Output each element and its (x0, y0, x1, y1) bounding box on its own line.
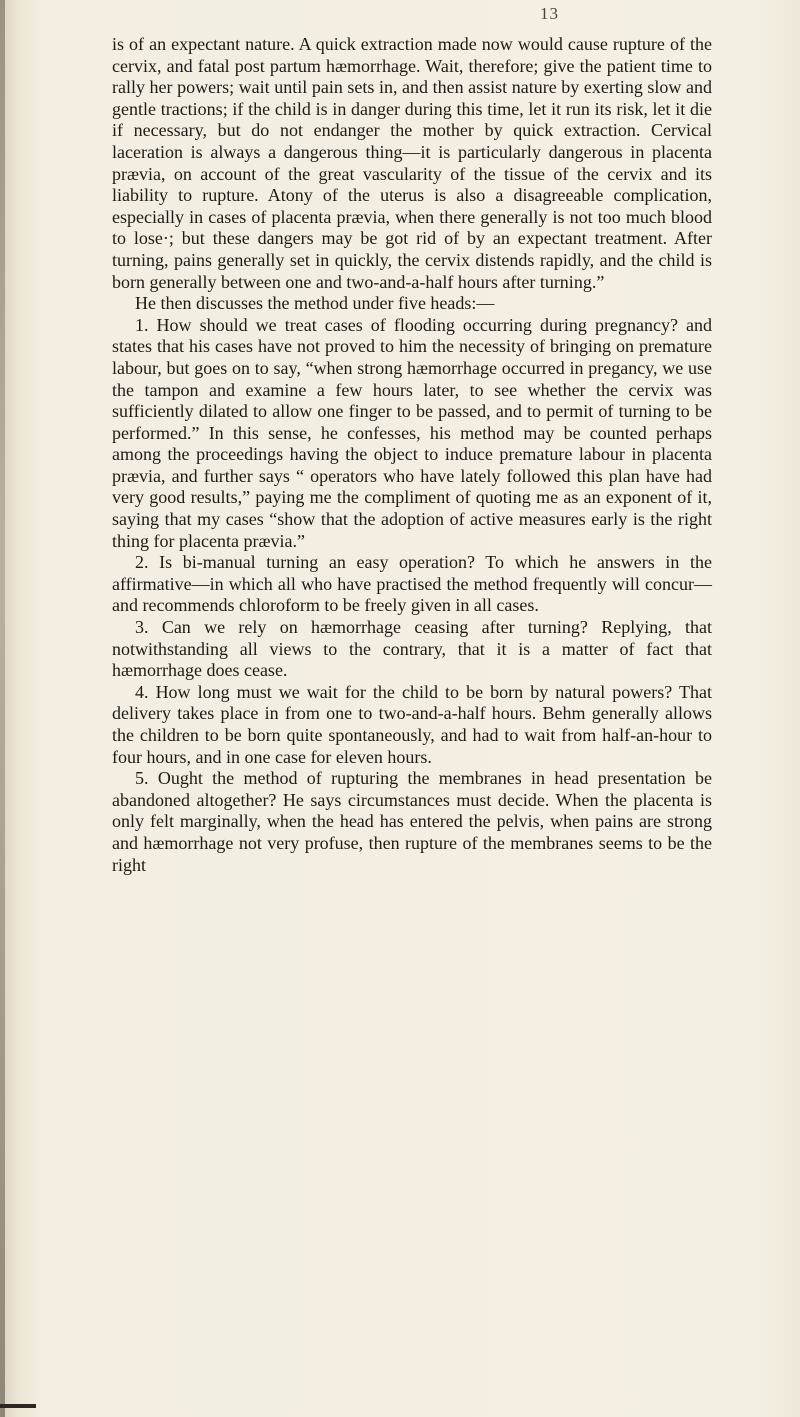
paragraph-head-4: 4. How long must we wait for the child to be born by natural powers? That delivery takes place in from one to two-and-a-half hours. Behm generally allows the children to be born quite spontaneously, and had to wait from half-an-hour to four hours, and in one case for eleven hours. (112, 681, 712, 767)
paragraph-head-1: 1. How should we treat cases of flooding occurring during pregnancy? and states that his cases have not proved to him the necessity of bringing on premature labour, but goes on to say, “when strong hæmorrhage occurred in pregancy, we use the tampon and examine a few hours later, to see whether the cervix was sufficiently dilated to allow one finger to be passed, and to permit of turning to be performed.” In this sense, he confesses, his method may be counted perhaps among the proceedings having the object to induce premature labour in placenta prævia, and further says “ operators who have lately followed this plan have had very good results,” paying me the compliment of quoting me as an exponent of it, saying that my cases “show that the adoption of active measures early is the right thing for placenta prævia.” (112, 314, 712, 551)
page-bottom-edge-mark (0, 1404, 36, 1408)
page-gutter-edge (0, 0, 5, 1417)
paragraph-head-5: 5. Ought the method of rupturing the membranes in head presentation be abandoned altogether? He says circumstances must decide. When the placenta is only felt marginally, when the head has entered the pelvis, when pains are strong and hæmorrhage not very profuse, then rupture of the membranes seems to be the right (112, 768, 712, 875)
paragraph-continuation: is of an expectant nature. A quick extraction made now would cause rupture of the cervix, and fatal post partum hæmorrhage. Wait, therefore; give the patient time to rally her powers; wait until pain sets in, and then assist nature by exerting slow and gentle tractions; if the child is in danger during this time, let it run its risk, let it die if necessary, but do not endanger the mother by quick extraction. Cervical laceration is always a dangerous thing—it is particularly dangerous in placenta prævia, on account of the great vascularity of the tissue of the cervix and its liability to rupture. Atony of the uterus is also a disagreeable complication, especially in cases of placenta prævia, when there generally is not too much blood to lose·; but these dangers may be got rid of by an expectant treatment. After turning, pains generally set in quickly, the cervix distends rapidly, and the child is born generally between one and two-and-a-half hours after turning.” (112, 34, 712, 292)
paragraph-intro-heads: He then discusses the method under five heads:— (135, 293, 495, 314)
paragraph-head-3: 3. Can we rely on hæmorrhage ceasing after turning? Replying, that notwithstanding all views to the contrary, that it is a matter of fact that hæmorrhage does cease. (112, 617, 712, 681)
body-text (112, 34, 712, 876)
paragraph-head-2: 2. Is bi-manual turning an easy operation? To which he answers in the affirmative—in which all who have practised the method frequently will concur—and recommends chloroform to be freely given in all cases. (112, 552, 712, 616)
page-number: 13 (540, 4, 559, 23)
